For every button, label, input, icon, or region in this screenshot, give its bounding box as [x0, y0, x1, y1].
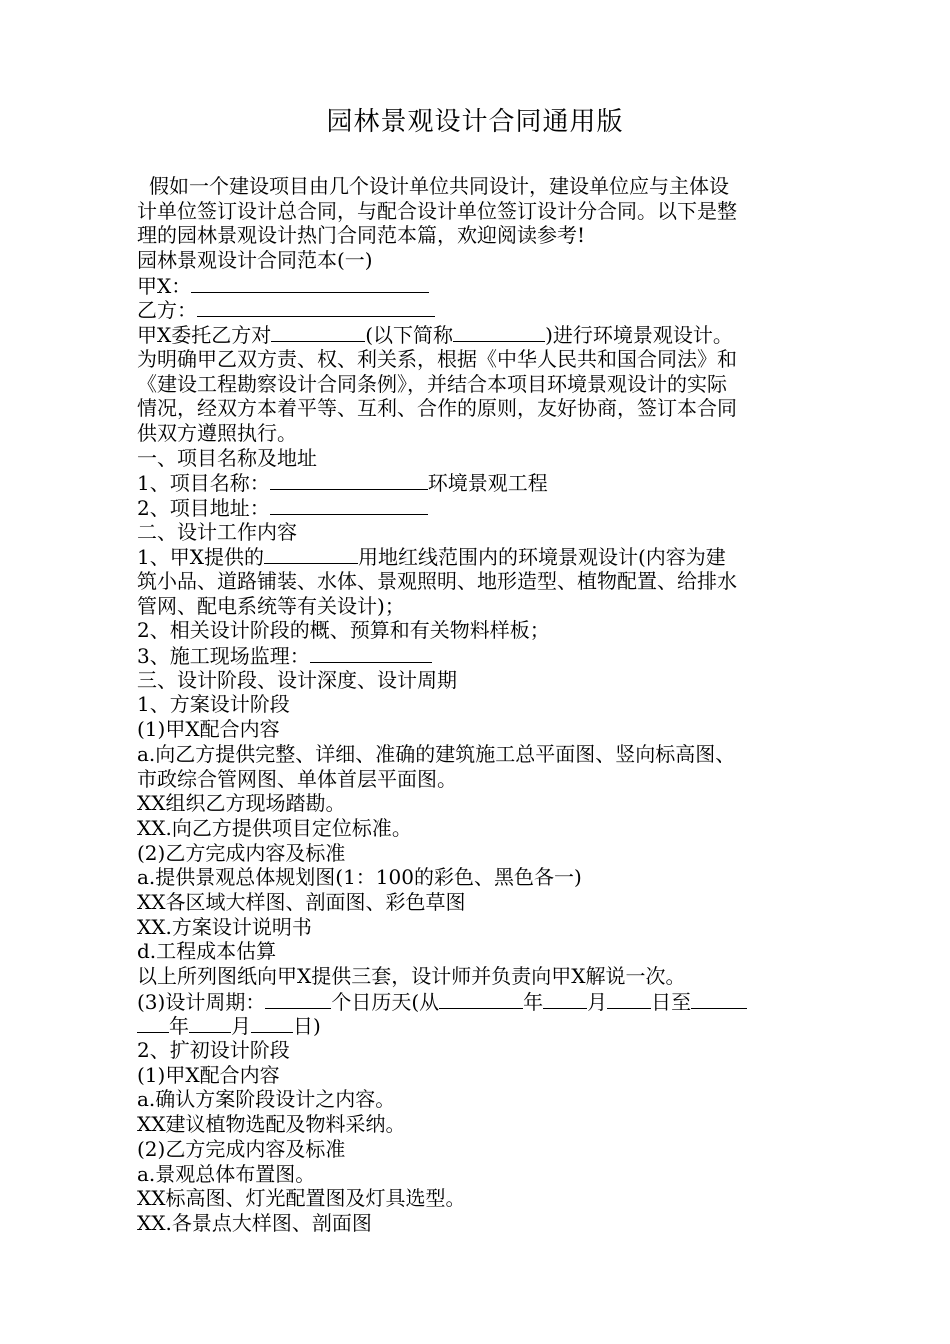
project-name-line	[137, 470, 817, 495]
purpose-line: 情况，经双方本着平等、互利、合作的原则，友好协商，签订本合同	[137, 396, 737, 421]
project-name-blank	[270, 470, 428, 490]
text-segment: 3、施工现场监理：	[137, 644, 310, 668]
text-segment: 2、项目地址：	[137, 495, 270, 520]
content-line: 市政综合管网图、单体首层平面图。	[137, 766, 457, 791]
document-title: 园林景观设计合同通用版	[326, 107, 624, 137]
content-line	[137, 544, 817, 569]
end-day-blank	[251, 1013, 293, 1033]
project-blank	[271, 322, 365, 342]
supervision-blank	[310, 643, 432, 663]
text-segment: 日)	[293, 1014, 321, 1039]
sub-heading: 2、扩初设计阶段	[137, 1038, 290, 1063]
sub-heading: (2)乙方完成内容及标准	[137, 1136, 346, 1161]
section-heading: 二、设计工作内容	[137, 519, 297, 544]
content-line: XX各区域大样图、剖面图、彩色草图	[137, 889, 466, 914]
document-body	[137, 174, 817, 1236]
days-blank	[265, 989, 331, 1009]
content-line: 2、相关设计阶段的概、预算和有关物料样板；	[137, 618, 550, 643]
content-line: XX标高图、灯光配置图及灯具选型。	[137, 1186, 466, 1211]
section-heading: 三、设计阶段、设计深度、设计周期	[137, 667, 457, 692]
purpose-line: 为明确甲乙双方责、权、利关系，根据《中华人民共和国合同法》和	[137, 346, 737, 371]
purpose-line: 《建设工程勘察设计合同条例》，并结合本项目环境景观设计的实际	[137, 371, 727, 396]
purpose-line: 供双方遵照执行。	[137, 420, 297, 445]
start-month-blank	[543, 989, 587, 1009]
party-b-blank	[197, 297, 435, 317]
content-line: 以上所列图纸向甲X提供三套，设计师并负责向甲X解说一次。	[137, 964, 686, 988]
content-line: d.工程成本估算	[137, 939, 277, 964]
sub-heading: (2)乙方完成内容及标准	[137, 840, 346, 865]
party-a-label: 甲X：	[137, 273, 192, 298]
intro-line: 计单位签订设计总合同，与配合设计单位签订设计分合同。以下是整	[137, 198, 737, 223]
content-line: XX.方案设计说明书	[137, 914, 312, 939]
text-segment: 1、甲X提供的	[137, 545, 264, 569]
end-year-blank-start	[691, 989, 747, 1009]
party-a-line	[137, 273, 817, 298]
end-year-blank-end	[137, 1013, 169, 1033]
text-segment: 1、项目名称：	[137, 471, 270, 495]
party-b-label: 乙方：	[137, 298, 197, 323]
end-month-blank	[189, 1013, 231, 1033]
section-heading: 一、项目名称及地址	[137, 445, 317, 470]
text-segment: 月	[587, 989, 608, 1014]
party-b-line	[137, 297, 817, 322]
text-segment: 年	[523, 989, 544, 1014]
sub-heading: 1、方案设计阶段	[137, 692, 290, 717]
provided-blank	[264, 544, 358, 564]
entrust-line	[137, 322, 817, 347]
content-line: XX建议植物选配及物料采纳。	[137, 1112, 406, 1137]
short-name-blank	[453, 322, 545, 342]
design-period-line	[137, 1013, 817, 1038]
content-line: a.向乙方提供完整、详细、准确的建筑施工总平面图、竖向标高图、	[137, 741, 736, 766]
supervision-line	[137, 643, 817, 668]
text-segment: 日至	[651, 989, 692, 1014]
content-line: XX.各景点大样图、剖面图	[137, 1210, 372, 1235]
start-year-blank	[439, 989, 523, 1009]
intro-line: 理的园林景观设计热门合同范本篇，欢迎阅读参考!	[137, 223, 586, 248]
text-segment: 年	[169, 1014, 189, 1039]
content-line: a.确认方案阶段设计之内容。	[137, 1087, 396, 1112]
content-line: XX组织乙方现场踏勘。	[137, 791, 346, 816]
party-a-blank	[191, 273, 429, 293]
text-segment: )进行环境景观设计。	[545, 323, 733, 347]
sub-heading: (1)甲X配合内容	[137, 717, 280, 742]
sub-heading: (1)甲X配合内容	[137, 1062, 280, 1087]
project-address-line	[137, 495, 817, 520]
content-line: a.景观总体布置图。	[137, 1161, 316, 1186]
content-line: 筑小品、道路铺装、水体、景观照明、地形造型、植物配置、给排水	[137, 569, 737, 593]
text-segment: 甲X委托乙方对	[137, 323, 272, 347]
text-segment: (3)设计周期：	[137, 989, 266, 1014]
start-day-blank	[607, 989, 651, 1009]
intro-line: 假如一个建设项目由几个设计单位共同设计，建设单位应与主体设	[149, 174, 729, 198]
project-address-blank	[270, 495, 428, 515]
text-segment: 月	[231, 1014, 251, 1039]
text-segment: 用地红线范围内的环境景观设计(内容为建	[357, 545, 726, 569]
content-line: 管网、配电系统等有关设计)；	[137, 593, 405, 618]
text-segment: 环境景观工程	[427, 471, 548, 495]
content-line: a.提供景观总体规划图(1：100的彩色、黑色各一)	[137, 865, 582, 890]
sample-heading: 园林景观设计合同范本(一)	[137, 248, 373, 273]
content-line: XX.向乙方提供项目定位标准。	[137, 815, 412, 840]
text-segment: (以下简称	[365, 323, 454, 347]
design-period-line	[137, 989, 817, 1014]
text-segment: 个日历天(从	[331, 989, 440, 1014]
